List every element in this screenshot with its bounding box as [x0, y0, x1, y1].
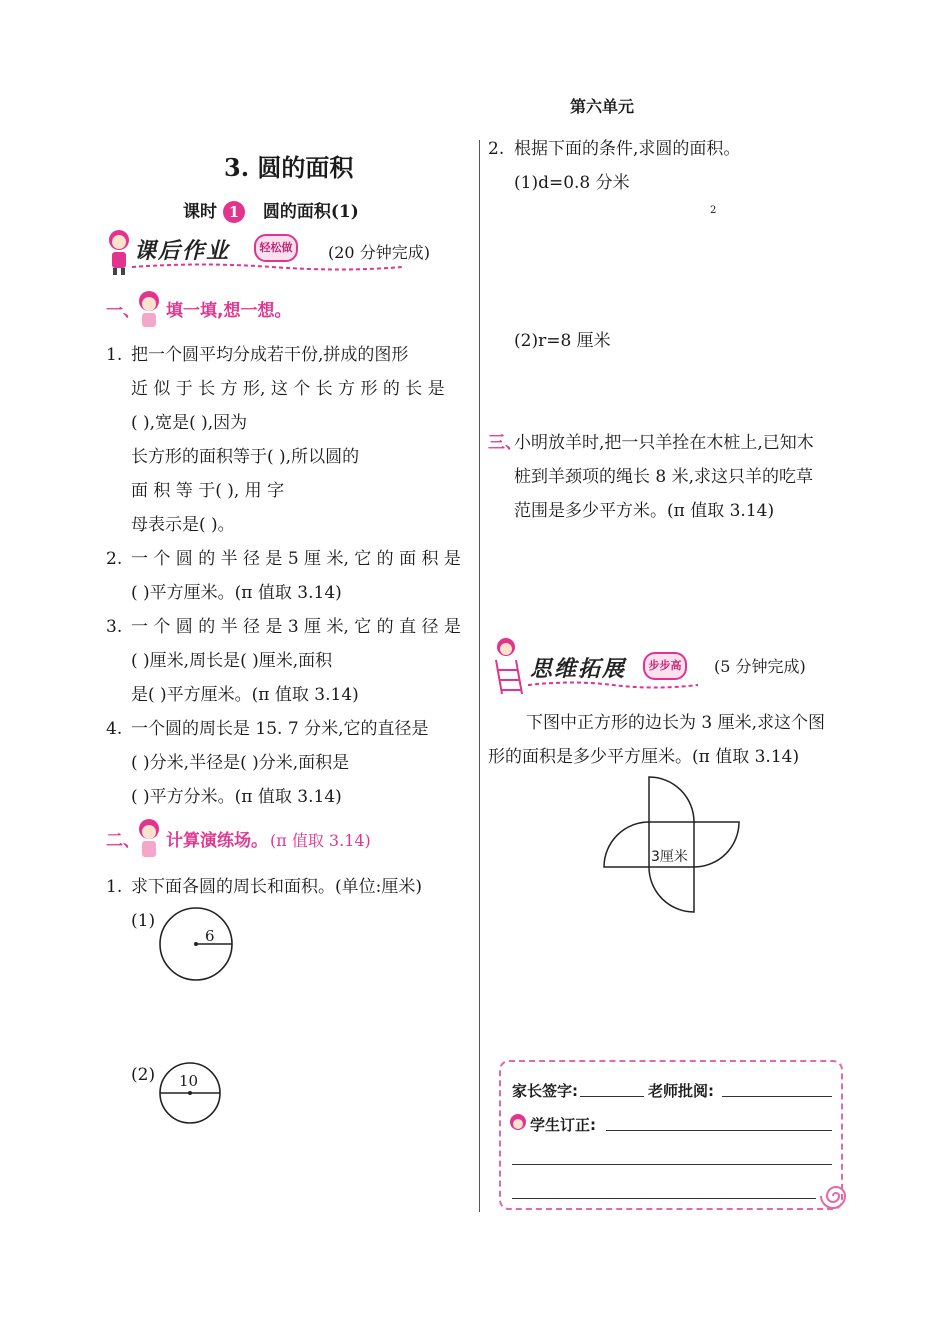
s1-q2-num: 2. [106, 549, 123, 569]
s1-q1-num: 1. [106, 345, 123, 365]
s1-q1-line: 长方形的面积等于( ),所以圆的 [131, 447, 360, 467]
section3-heading: 三、 [488, 433, 522, 453]
section1-title: 填一填,想一想。 [166, 301, 292, 321]
homework-banner-label: 课后作业 [134, 239, 231, 264]
pinwheel-figure [600, 776, 744, 914]
r-q2-part1: (1)d=0.8 分米 [514, 173, 630, 193]
s1-q4-num: 4. [106, 719, 123, 739]
circle1-figure [158, 904, 238, 984]
r-q2-part1-note: 2 [710, 205, 717, 216]
girl-ladder-mascot-icon [488, 636, 530, 694]
s3-line: 小明放羊时,把一只羊拴在木桩上,已知木 [514, 433, 814, 453]
swirl-decoration-icon [818, 1178, 854, 1214]
square-side-label: 3厘米 [651, 849, 688, 865]
s1-q1-line: 把一个圆平均分成若干份,拼成的图形 [131, 345, 409, 365]
section2-heading: 二、 [106, 831, 140, 851]
thinking-banner-label: 思维拓展 [530, 657, 627, 682]
r-q2-text: 根据下面的条件,求圆的面积。 [514, 139, 741, 159]
thinking-line: 下图中正方形的边长为 3 厘米,求这个图 [526, 713, 826, 733]
s1-q1-line: ( ),宽是( ),因为 [131, 413, 248, 433]
unit-header: 第六单元 [570, 97, 635, 116]
lesson-name: 圆的面积(1) [262, 202, 359, 222]
thinking-line: 形的面积是多少平方厘米。(π 值取 3.14) [488, 747, 800, 767]
s2-q1-num: 1. [106, 877, 123, 897]
s1-q2-line: 一 个 圆 的 半 径 是 5 厘 米, 它 的 面 积 是 [131, 549, 461, 569]
s1-q4-line: ( )平方分米。(π 值取 3.14) [131, 787, 342, 807]
correction-line[interactable] [512, 1164, 832, 1165]
s1-q3-line: 是( )平方厘米。(π 值取 3.14) [131, 685, 359, 705]
parent-signature-label: 家长签字: [512, 1082, 578, 1100]
homework-banner [104, 228, 464, 278]
s1-q1-line: 面 积 等 于( ), 用 字 [131, 481, 285, 501]
homework-time: (20 分钟完成) [328, 243, 430, 262]
s1-q3-line: 一 个 圆 的 半 径 是 3 厘 米, 它 的 直 径 是 [131, 617, 461, 637]
circle2-label: (2) [131, 1065, 156, 1085]
s1-q3-num: 3. [106, 617, 123, 637]
circle2-diameter: 10 [179, 1072, 199, 1090]
student-correction-line[interactable] [606, 1130, 832, 1131]
section2-title: 计算演练场。 [166, 831, 268, 851]
student-correction-label: 学生订正: [530, 1116, 596, 1134]
s1-q3-line: ( )厘米,周长是( )厘米,面积 [131, 651, 333, 671]
correction-line[interactable] [512, 1198, 816, 1199]
homework-banner-badge: 轻松做 [254, 234, 298, 262]
s1-q1-line: 近 似 于 长 方 形, 这 个 长 方 形 的 长 是 [131, 379, 445, 399]
student-face-icon [508, 1112, 528, 1132]
parent-signature-line[interactable] [580, 1096, 644, 1097]
circle1-label: (1) [131, 911, 156, 931]
s2-q1-text: 求下面各圆的周长和面积。(单位:厘米) [131, 877, 422, 897]
page-title: 3. 圆的面积 [224, 153, 354, 182]
s3-line: 范围是多少平方米。(π 值取 3.14) [514, 501, 775, 521]
teacher-review-label: 老师批阅: [648, 1082, 714, 1100]
column-divider [479, 140, 480, 1212]
boy-mascot-icon [134, 290, 164, 330]
section1-heading: 一、 [106, 301, 140, 321]
s1-q4-line: ( )分米,半径是( )分米,面积是 [131, 753, 350, 773]
banner-underline [528, 680, 698, 690]
lesson-line [183, 197, 359, 223]
boy-mascot-icon [134, 818, 164, 860]
s3-line: 桩到羊颈项的绳长 8 米,求这只羊的吃草 [514, 467, 814, 487]
lesson-number: 1 [223, 201, 245, 223]
r-q2-part2: (2)r=8 厘米 [514, 331, 611, 351]
section2-note: (π 值取 3.14) [270, 831, 371, 850]
lesson-prefix: 课时 [183, 202, 217, 222]
s1-q2-line: ( )平方厘米。(π 值取 3.14) [131, 583, 342, 603]
thinking-time: (5 分钟完成) [714, 657, 806, 676]
teacher-review-line[interactable] [722, 1096, 832, 1097]
s1-q4-line: 一个圆的周长是 15. 7 分米,它的直径是 [131, 719, 429, 739]
thinking-banner-badge: 步步高 [643, 652, 687, 680]
thinking-banner [488, 636, 848, 696]
s1-q1-line: 母表示是( )。 [131, 515, 235, 535]
circle1-radius: 6 [205, 927, 215, 945]
r-q2-num: 2. [488, 139, 505, 159]
girl-mascot-icon [104, 228, 134, 276]
